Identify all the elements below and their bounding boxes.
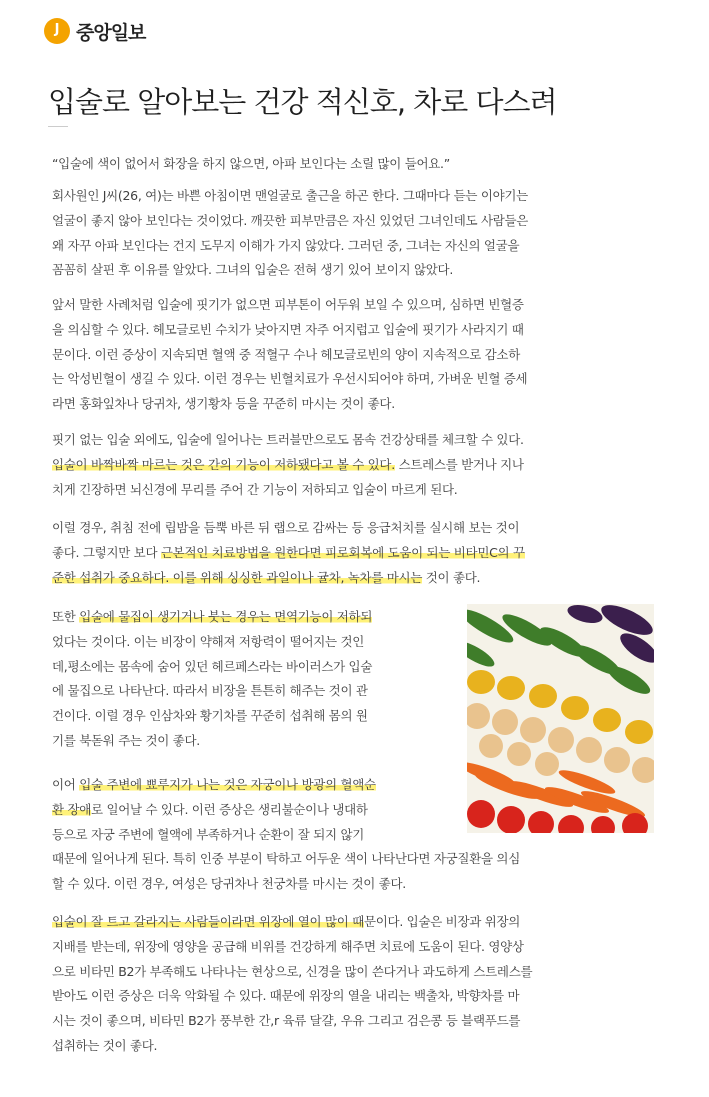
highlight-fruit-tea: 준한 섭취가 중요하다. 이를 위해 싱싱한 과일이나 귤차, 녹차를 마시는 [52,569,423,585]
paragraph-3-line-2: 입술이 바짝바짝 마르는 것은 간의 기능이 저하됐다고 볼 수 있다. 스트레스를 받거나 지나 [52,456,524,472]
paragraph-7: 입술이 잘 트고 갈라지는 사람들이라면 위장에 열이 많이 때문이다. 입술은 비장과 위장의 지배를 받는데, 위장에 영양을 공급해 비위를 건강하게 해주면 치료에 도움이 된다. 영양상 으로 비타민 B2가 부족해도 나타나는 현상으로, 신경을 많이 쓴다거나 과도하게 스트레스를 받아도 이런 증상은 더욱 악화될 수 있다. 때문에 위장의 열을 내리는 백출차, 박향차를 마 시는 것이 좋으며, 비타민 B2가 풍부한 간,r 육류 달걀, 우유 그리고 검은콩 등 블랙푸드를 섭취하는 것이 좋다. [52,910,532,1059]
brand-logo[interactable] [44,16,145,46]
paragraph-6: 이어 입술 주변에 뾰루지가 나는 것은 자궁이나 방광의 혈액순 환 장애로 일어날 수 있다. 이런 증상은 생리불순이나 냉대하 등으로 자궁 주변에 혈액에 부족하거나 순환이 잘 되지 않기 때문에 일어나게 된다. 특히 인중 부분이 탁하고 어두운 색이 나타난다면 자궁질환을 의심 할 수 있다. 이런 경우, 여성은 당귀차나 천궁차를 마시는 것이 좋다. [52,773,520,897]
joongang-logo-icon: J [44,18,70,44]
article-quote: “입술에 색이 없어서 화장을 하지 않으면, 아파 보인다는 소릴 많이 들어요.” [52,156,450,171]
article-title: 입술로 알아보는 건강 적신호, 차로 다스려 [48,85,557,119]
paragraph-2: 앞서 말한 사례처럼 입술에 핏기가 없으면 피부톤이 어두워 보일 수 있으며, 심하면 빈혈증 을 의심할 수 있다. 헤모글로빈 수치가 낮아지면 자주 어지럽고 입술에 핏기가 사라지기 때 문이다. 이런 증상이 지속되면 혈액 중 적혈구 수나 헤모글로빈의 양이 지속적으로 감소하 는 악성빈혈이 생길 수 있다. 이런 경우는 빈혈치료가 우선시되어야 하며, 가벼운 빈혈 증세 라면 홍화잎차나 당귀차, 생기황차 등을 꾸준히 마시는 것이 좋다. [52,297,528,412]
highlight-vitamin-c: 근본적인 치료방법을 원한다면 피로회복에 도움이 되는 비타민C의 꾸 [160,544,525,560]
paragraph-5-line-1: 또한 입술에 물집이 생기거나 붓는 경우는 면역기능이 저하되 [52,609,373,624]
highlight-liver: 입술이 바짝바짝 마르는 것은 간의 기능이 저하됐다고 볼 수 있다. [52,456,395,472]
highlight-stomach: 입술이 잘 트고 갈라지는 사람들이라면 위장에 열이 많이 때 [52,914,364,929]
highlight-uterus: 입술 주변에 뾰루지가 나는 것은 자궁이나 방광의 혈액순 [79,777,376,792]
paragraph-7-line-1: 입술이 잘 트고 갈라지는 사람들이라면 위장에 열이 많이 때문이다. 입술은 비장과 위장의 [52,914,520,929]
highlight-circulation: 환 장애 [52,801,91,817]
paragraph-6-line-2: 환 장애로 일어날 수 있다. 이런 증상은 생리불순이나 냉대하 [52,801,368,817]
paragraph-3: 핏기 없는 입술 외에도, 입술에 일어나는 트러블만으로도 몸속 건강상태를 체크할 수 있다. 입술이 바짝바짝 마르는 것은 간의 기능이 저하됐다고 볼 수 있다. 스트레스를 받거나 지나 치게 긴장하면 뇌신경에 무리를 주어 간 기능이 저하되고 입술이 마르게 된다. [52,432,524,497]
paragraph-6-line-1: 이어 입술 주변에 뾰루지가 나는 것은 자궁이나 방광의 혈액순 [52,777,376,792]
title-divider [48,126,68,127]
paragraph-4: 이럴 경우, 취침 전에 립밤을 듬뿍 바른 뒤 랩으로 감싸는 등 응급처치를 실시해 보는 것이 좋다. 그렇지만 보다 근본적인 치료방법을 원한다면 피로회복에 도움이 되는 비타민C의 꾸 준한 섭취가 중요하다. 이를 위해 싱싱한 과일이나 귤차, 녹차를 마시는 것이 좋다. [52,516,525,590]
brand-name: 중앙일보 [76,21,146,44]
highlight-immune: 입술에 물집이 생기거나 붓는 경우는 면역기능이 저하되 [79,609,373,624]
paragraph-4-line-3: 준한 섭취가 중요하다. 이를 위해 싱싱한 과일이나 귤차, 녹차를 마시는 것이 좋다. [52,569,481,585]
paragraph-4-line-2: 좋다. 그렇지만 보다 근본적인 치료방법을 원한다면 피로회복에 도움이 되는 비타민C의 꾸 [52,544,525,560]
paragraph-1: 회사원인 J씨(26, 여)는 바쁜 아침이면 맨얼굴로 출근을 하곤 한다. 그때마다 듣는 이야기는 얼굴이 좋지 않아 보인다는 것이었다. 깨끗한 피부만큼은 자신 있었던 그녀인데도 사람들은 왜 자꾸 아파 보인다는 건지 도무지 이해가 가지 않았다. 그러던 중, 그녀는 자신의 얼굴을 꼼꼼히 살핀 후 이유를 알았다. 그녀의 입술은 전혀 생기 있어 보이지 않았다. [52,188,529,278]
paragraph-5: 또한 입술에 물집이 생기거나 붓는 경우는 면역기능이 저하되 었다는 것이다. 이는 비장이 약해져 저항력이 떨어지는 것인 데,평소에는 몸속에 숨어 있던 헤르페스라는 바이러스가 입술 에 물집으로 나타난다. 따라서 비장을 튼튼히 해주는 것이 관 건이다. 이럴 경우 인삼차와 황기차를 꾸준히 섭취해 몸의 원 기를 북돋워 주는 것이 좋다. [52,605,372,754]
